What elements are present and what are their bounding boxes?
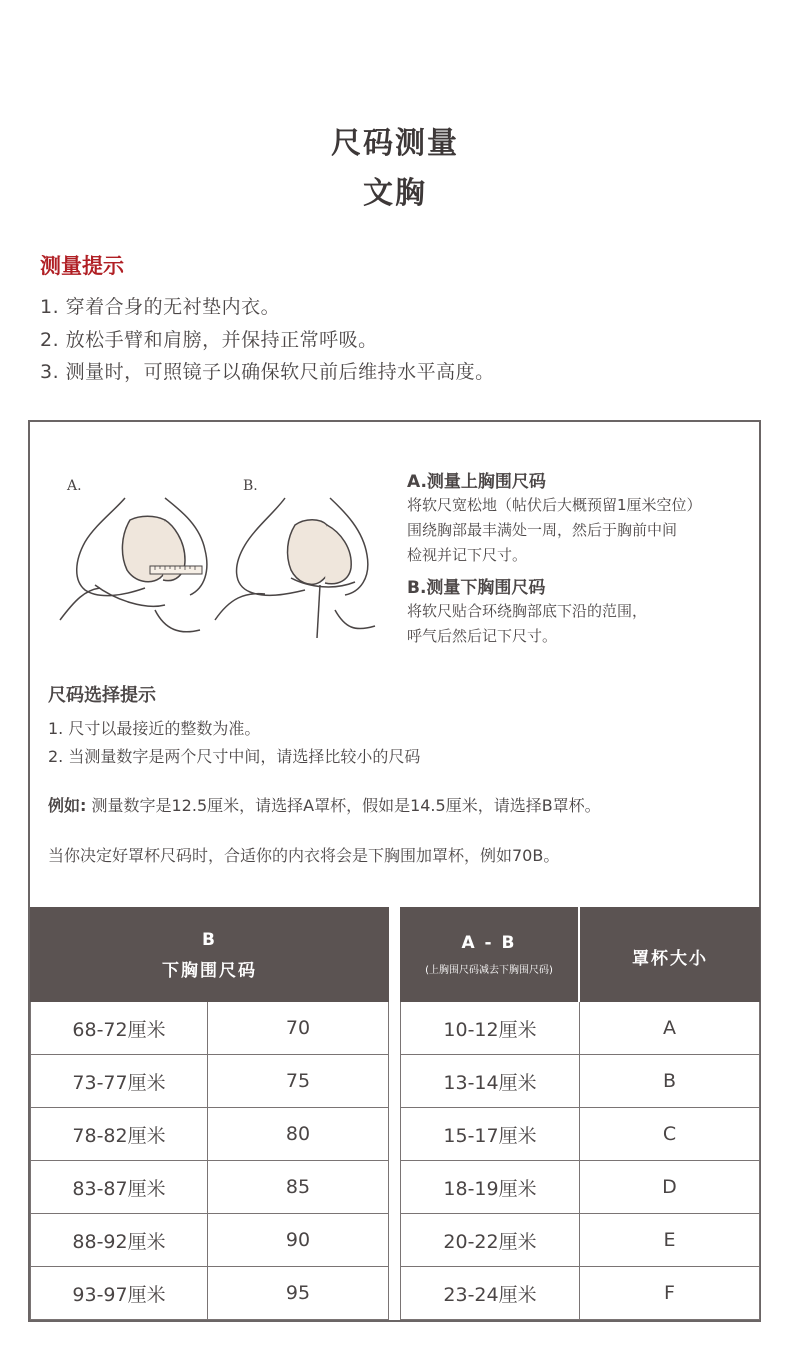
page-subtitle: 文胸: [363, 176, 427, 211]
measure-b-title: B.测量下胸围尺码: [407, 578, 546, 598]
band-header-line1: B: [202, 930, 217, 950]
tip-item: 3. 测量时，可照镜子以确保软尺前后维持水平高度。: [40, 361, 495, 383]
selection-item: 1. 尺寸以最接近的整数为准。: [48, 719, 261, 738]
measure-b-line: 呼气后然后记下尺寸。: [407, 627, 558, 645]
cup-size-cell: C: [580, 1108, 760, 1161]
example-label: 例如:: [48, 796, 87, 815]
diff-range-cell: 15-17厘米: [400, 1108, 580, 1161]
diff-range-cell: 23-24厘米: [400, 1267, 580, 1320]
label-b: B.: [243, 478, 258, 494]
band-size-cell: 70: [208, 1002, 389, 1055]
tip-item: 2. 放松手臂和肩膀，并保持正常呼吸。: [40, 329, 378, 351]
diff-range-cell: 13-14厘米: [400, 1055, 580, 1108]
selection-heading: 尺码选择提示: [48, 685, 156, 706]
cup-header-label: 罩杯大小: [632, 949, 708, 969]
cup-size-cell: B: [580, 1055, 760, 1108]
diff-range-cell: 10-12厘米: [400, 1002, 580, 1055]
diff-header: [400, 907, 578, 1002]
cup-header: [580, 907, 760, 1002]
measure-a-line: 围绕胸部最丰满处一周，然后于胸前中间: [407, 521, 678, 539]
example-text: 测量数字是12.5厘米，请选择A罩杯，假如是14.5厘米，请选择B罩杯。: [86, 796, 601, 815]
diff-header-line1: A - B: [461, 933, 517, 953]
tape-measure: [150, 566, 202, 574]
band-range-cell: 93-97厘米: [30, 1267, 208, 1320]
cup-size-cell: D: [580, 1161, 760, 1214]
tips-heading: 测量提示: [40, 254, 124, 278]
example-line: [48, 793, 601, 816]
cup-size-cell: F: [580, 1267, 760, 1320]
band-size-cell: 75: [208, 1055, 389, 1108]
band-size-cell: 85: [208, 1161, 389, 1214]
band-range-cell: 83-87厘米: [30, 1161, 208, 1214]
band-size-header: [30, 907, 389, 1002]
figure-a-outline: [60, 498, 207, 632]
band-size-cell: 80: [208, 1108, 389, 1161]
selection-note: 当你决定好罩杯尺码时，合适你的内衣将会是下胸围加罩杯，例如70B。: [48, 846, 560, 865]
cup-size-cell: E: [580, 1214, 760, 1267]
measure-a-title: A.测量上胸围尺码: [407, 472, 546, 492]
measure-b-line: 将软尺贴合环绕胸部底下沿的范围，: [407, 602, 648, 620]
figure-b-outline: [215, 498, 375, 638]
band-range-cell: 88-92厘米: [30, 1214, 208, 1267]
page-title: 尺码测量: [331, 126, 459, 161]
tip-item: 1. 穿着合身的无衬垫内衣。: [40, 296, 281, 318]
measuring-illustration: [55, 470, 385, 640]
band-header-line2: 下胸围尺码: [162, 961, 257, 981]
band-size-cell: 95: [208, 1267, 389, 1320]
cup-size-cell: A: [580, 1002, 760, 1055]
label-a: A.: [67, 478, 82, 494]
selection-item: 2. 当测量数字是两个尺寸中间，请选择比较小的尺码: [48, 747, 421, 766]
diff-range-cell: 20-22厘米: [400, 1214, 580, 1267]
diff-header-line2: (上胸围尺码减去下胸围尺码): [425, 965, 553, 976]
diff-range-cell: 18-19厘米: [400, 1161, 580, 1214]
band-range-cell: 68-72厘米: [30, 1002, 208, 1055]
measure-a-line: 检视并记下尺寸。: [407, 546, 528, 564]
measure-a-line: 将软尺宽松地（帖伏后大概预留1厘米空位）: [407, 496, 702, 514]
band-range-cell: 78-82厘米: [30, 1108, 208, 1161]
band-size-cell: 90: [208, 1214, 389, 1267]
band-range-cell: 73-77厘米: [30, 1055, 208, 1108]
